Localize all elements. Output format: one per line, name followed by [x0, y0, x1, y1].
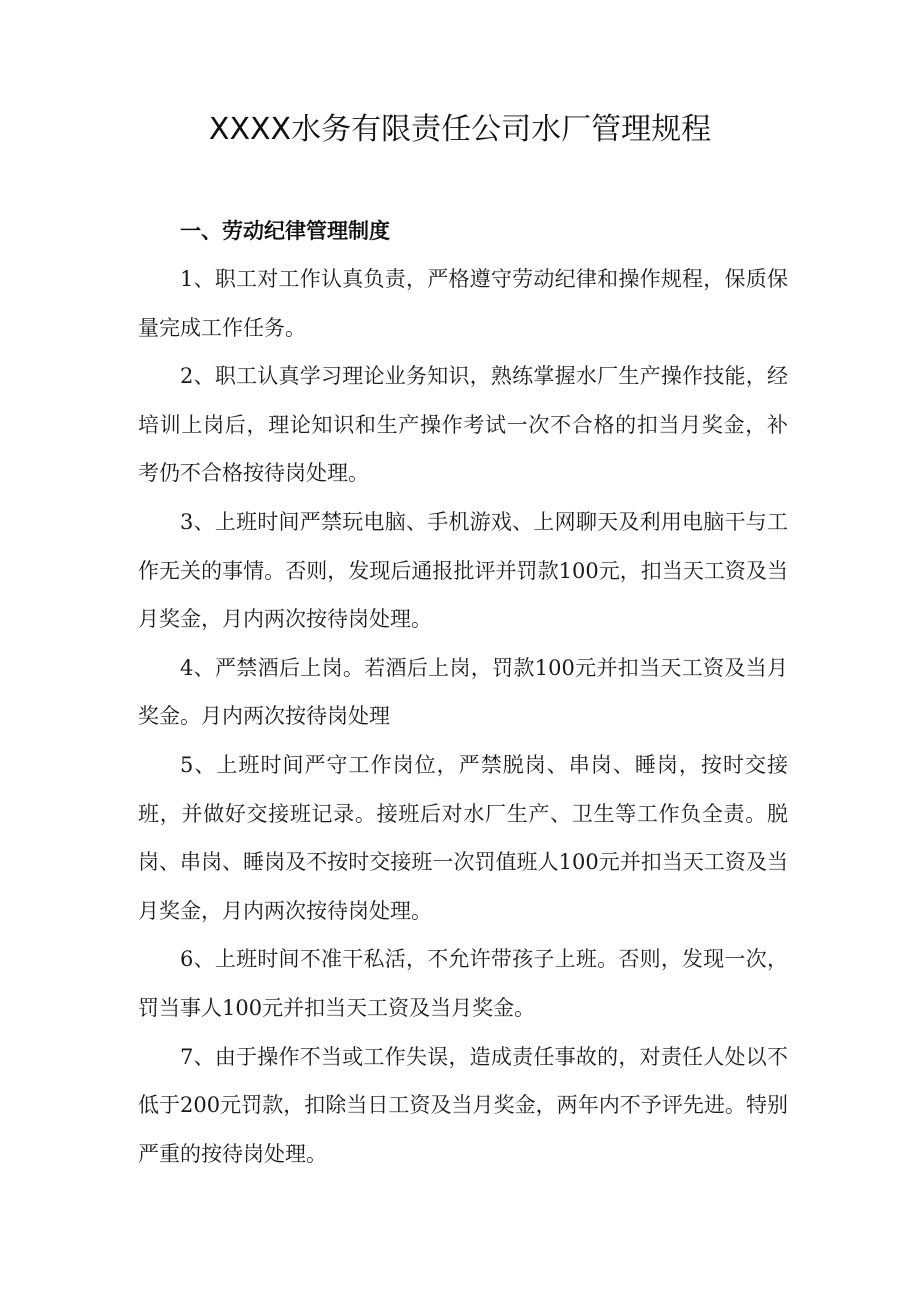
document-body [138, 207, 788, 1178]
section-heading: 一、劳动纪律管理制度 [180, 219, 390, 243]
paragraph-1: 1、职工对工作认真负责，严格遵守劳动纪律和操作规程，保质保量完成工作任务。 [138, 267, 788, 340]
paragraph-6: 6、上班时间不准干私活，不允许带孩子上班。否则，发现一次，罚当事人100元并扣当天工资及当月奖金。 [138, 947, 788, 1020]
document-title: XXXX水务有限责任公司水厂管理规程 [208, 112, 712, 147]
paragraph-7: 7、由于操作不当或工作失误，造成责任事故的，对责任人处以不低于200元罚款，扣除当日工资及当月奖金，两年内不予评先进。特别严重的按待岗处理。 [138, 1044, 788, 1166]
paragraph-3: 3、上班时间严禁玩电脑、手机游戏、上网聊天及利用电脑干与工作无关的事情。否则，发现后通报批评并罚款100元，扣当天工资及当月奖金，月内两次按待岗处理。 [138, 509, 788, 632]
paragraph-5: 5、上班时间严守工作岗位，严禁脱岗、串岗、睡岗，按时交接班，并做好交接班记录。接班后对水厂生产、卫生等工作负全责。脱岗、串岗、睡岗及不按时交接班一次罚值班人100元并扣当天工资及当月奖金，月内两次按待岗处理。 [138, 752, 788, 923]
paragraph-2: 2、职工认真学习理论业务知识，熟练掌握水厂生产操作技能，经培训上岗后，理论知识和生产操作考试一次不合格的扣当月奖金，补考仍不合格按待岗处理。 [138, 364, 788, 486]
paragraph-4: 4、严禁酒后上岗。若酒后上岗，罚款100元并扣当天工资及当月奖金。月内两次按待岗处理 [138, 655, 788, 729]
